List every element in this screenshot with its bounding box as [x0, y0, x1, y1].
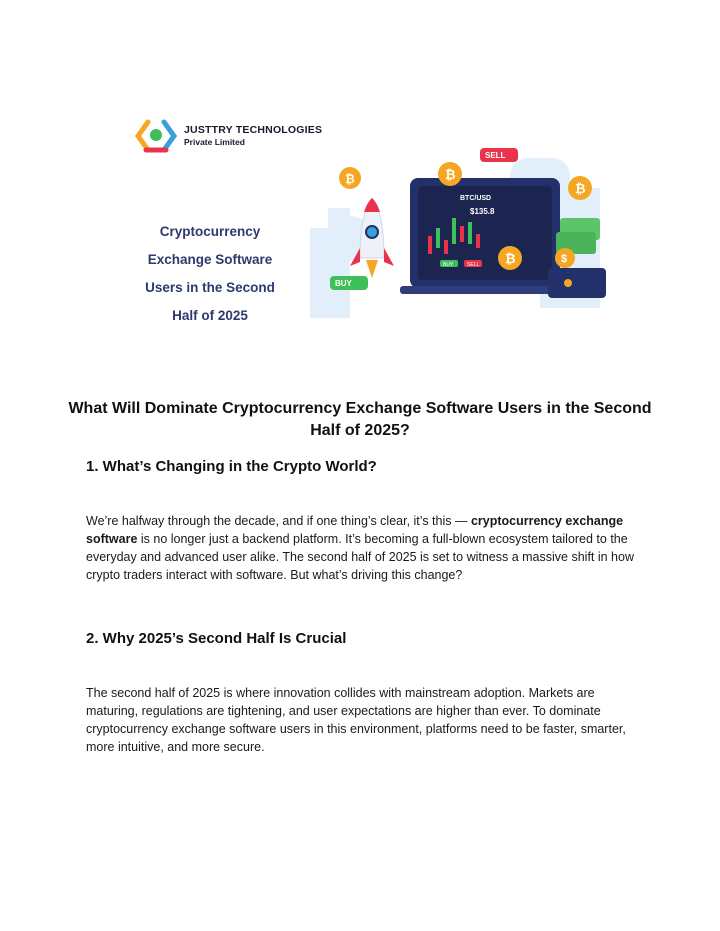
trading-illustration — [310, 148, 610, 328]
section-1-paragraph — [86, 512, 646, 584]
pair-label: BTC/USD — [460, 195, 492, 202]
svg-text:$: $ — [561, 253, 568, 265]
buy-tag-label: BUY — [335, 279, 352, 288]
price-label: $135.8 — [470, 207, 495, 216]
logo-subtitle: Private Limited — [184, 137, 245, 147]
article-title: What Will Dominate Cryptocurrency Exchange Software Users in the Second Half of 2025? — [68, 400, 652, 439]
paragraph-text: We’re halfway through the decade, and if one thing’s clear, it’s this — — [86, 514, 471, 528]
logo-mark-icon — [134, 118, 178, 154]
banner-title-line: Half of 2025 — [172, 308, 248, 323]
banner-title-line: Exchange Software — [147, 252, 273, 267]
banner-title — [120, 218, 300, 330]
screen-buy-label: BUY — [443, 262, 454, 268]
wallet-icon — [548, 268, 606, 298]
svg-text:₿: ₿ — [345, 172, 355, 186]
sell-tag-label: SELL — [485, 151, 506, 160]
hero-banner — [120, 108, 620, 358]
svg-text:₿: ₿ — [505, 251, 516, 266]
banner-title-line: Cryptocurrency — [159, 224, 261, 239]
section-2-heading: 2. Why 2025’s Second Half Is Crucial — [86, 630, 347, 647]
screen-sell-label: SELL — [467, 262, 480, 268]
section-1-heading: 1. What’s Changing in the Crypto World? — [86, 458, 377, 475]
section-2-paragraph: The second half of 2025 is where innovation collides with mainstream adoption. Markets are maturing, regulations are tightening, and user expectations are higher than ever. To dominate cryptocurrency exchange software users in this environment, platforms need to be faster, smarter, more intuitive, and more secure. — [86, 686, 626, 754]
paragraph-text: is no longer just a backend platform. It’s becoming a full-blown ecosystem tailored to the everyday and advanced user alike. The second half of 2025 is set to witness a massive shift in how crypto traders interact with software. But what’s driving this change? — [86, 532, 634, 582]
logo-name: JUSTTRY TECHNOLOGIES — [184, 124, 323, 136]
svg-text:₿: ₿ — [575, 181, 586, 196]
svg-text:₿: ₿ — [445, 167, 456, 182]
paragraph-keyword: cryptocurrency exchange software — [86, 514, 624, 546]
banner-title-line: Users in the Second — [145, 280, 275, 295]
company-logo — [134, 118, 322, 154]
